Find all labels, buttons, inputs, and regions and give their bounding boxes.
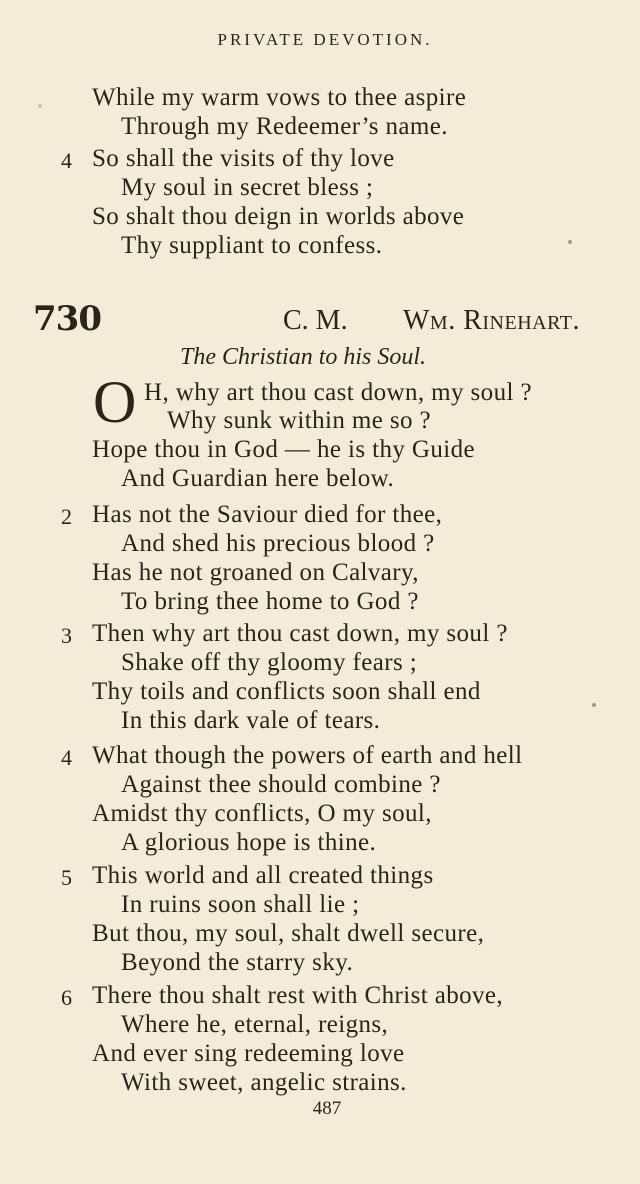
stanza-number: 6 — [61, 985, 72, 1010]
verse-line: Hope thou in God — he is thy Guide — [92, 436, 476, 463]
verse-line: There thou shalt rest with Christ above, — [92, 982, 504, 1009]
verse-line: Why sunk within me so ? — [167, 407, 432, 434]
verse-line: This world and all created things — [92, 862, 434, 889]
verse-line: Against thee should combine ? — [121, 771, 441, 798]
stanza-number: 5 — [61, 865, 72, 890]
stanza-number: 4 — [61, 148, 72, 173]
running-head: PRIVATE DEVOTION. — [217, 30, 433, 49]
paper-speck — [568, 240, 572, 244]
verse-line: Where he, eternal, reigns, — [121, 1011, 389, 1038]
page-number: 487 — [312, 1098, 342, 1119]
verse-line: Has not the Saviour died for thee, — [92, 501, 443, 528]
verse-line: Then why art thou cast down, my soul ? — [92, 620, 508, 647]
verse-line: Through my Redeemer’s name. — [121, 113, 448, 140]
verse-line: H, why art thou cast down, my soul ? — [144, 379, 532, 406]
stanza-number: 3 — [61, 623, 72, 648]
verse-line: And shed his precious blood ? — [121, 530, 435, 557]
verse-line: What though the powers of earth and hell — [92, 742, 523, 769]
verse-line: While my warm vows to thee aspire — [92, 84, 467, 111]
stanza-number: 4 — [61, 745, 72, 770]
verse-line: And ever sing redeeming love — [92, 1040, 405, 1067]
verse-line: So shalt thou deign in worlds above — [92, 203, 465, 230]
verse-line: Thy toils and conflicts soon shall end — [92, 678, 481, 705]
verse-line: Has he not groaned on Calvary, — [92, 559, 419, 586]
verse-line: So shall the visits of thy love — [92, 145, 395, 172]
verse-line: In ruins soon shall lie ; — [121, 891, 360, 918]
hymn-number: 730 — [33, 299, 101, 339]
verse-line: But thou, my soul, shalt dwell secure, — [92, 920, 485, 947]
paper-speck — [38, 104, 42, 108]
verse-line: And Guardian here below. — [121, 465, 395, 492]
verse-line: My soul in secret bless ; — [121, 174, 374, 201]
verse-line: Shake off thy gloomy fears ; — [121, 649, 418, 676]
verse-line: In this dark vale of tears. — [121, 707, 381, 734]
verse-line: Beyond the starry sky. — [121, 949, 354, 976]
hymn-meter: C. M. — [283, 305, 348, 336]
verse-line: To bring thee home to God ? — [121, 588, 419, 615]
verse-line: A glorious hope is thine. — [121, 829, 377, 856]
verse-line: Thy suppliant to confess. — [121, 232, 383, 259]
verse-line: With sweet, angelic strains. — [121, 1069, 407, 1096]
hymn-author: Wm. Rinehart. — [403, 305, 580, 336]
paper-speck — [592, 703, 596, 707]
hymn-title: The Christian to his Soul. — [180, 344, 427, 370]
verse-line: Amidst thy conflicts, O my soul, — [92, 800, 432, 827]
drop-cap: O — [93, 369, 137, 435]
stanza-number: 2 — [61, 504, 72, 529]
